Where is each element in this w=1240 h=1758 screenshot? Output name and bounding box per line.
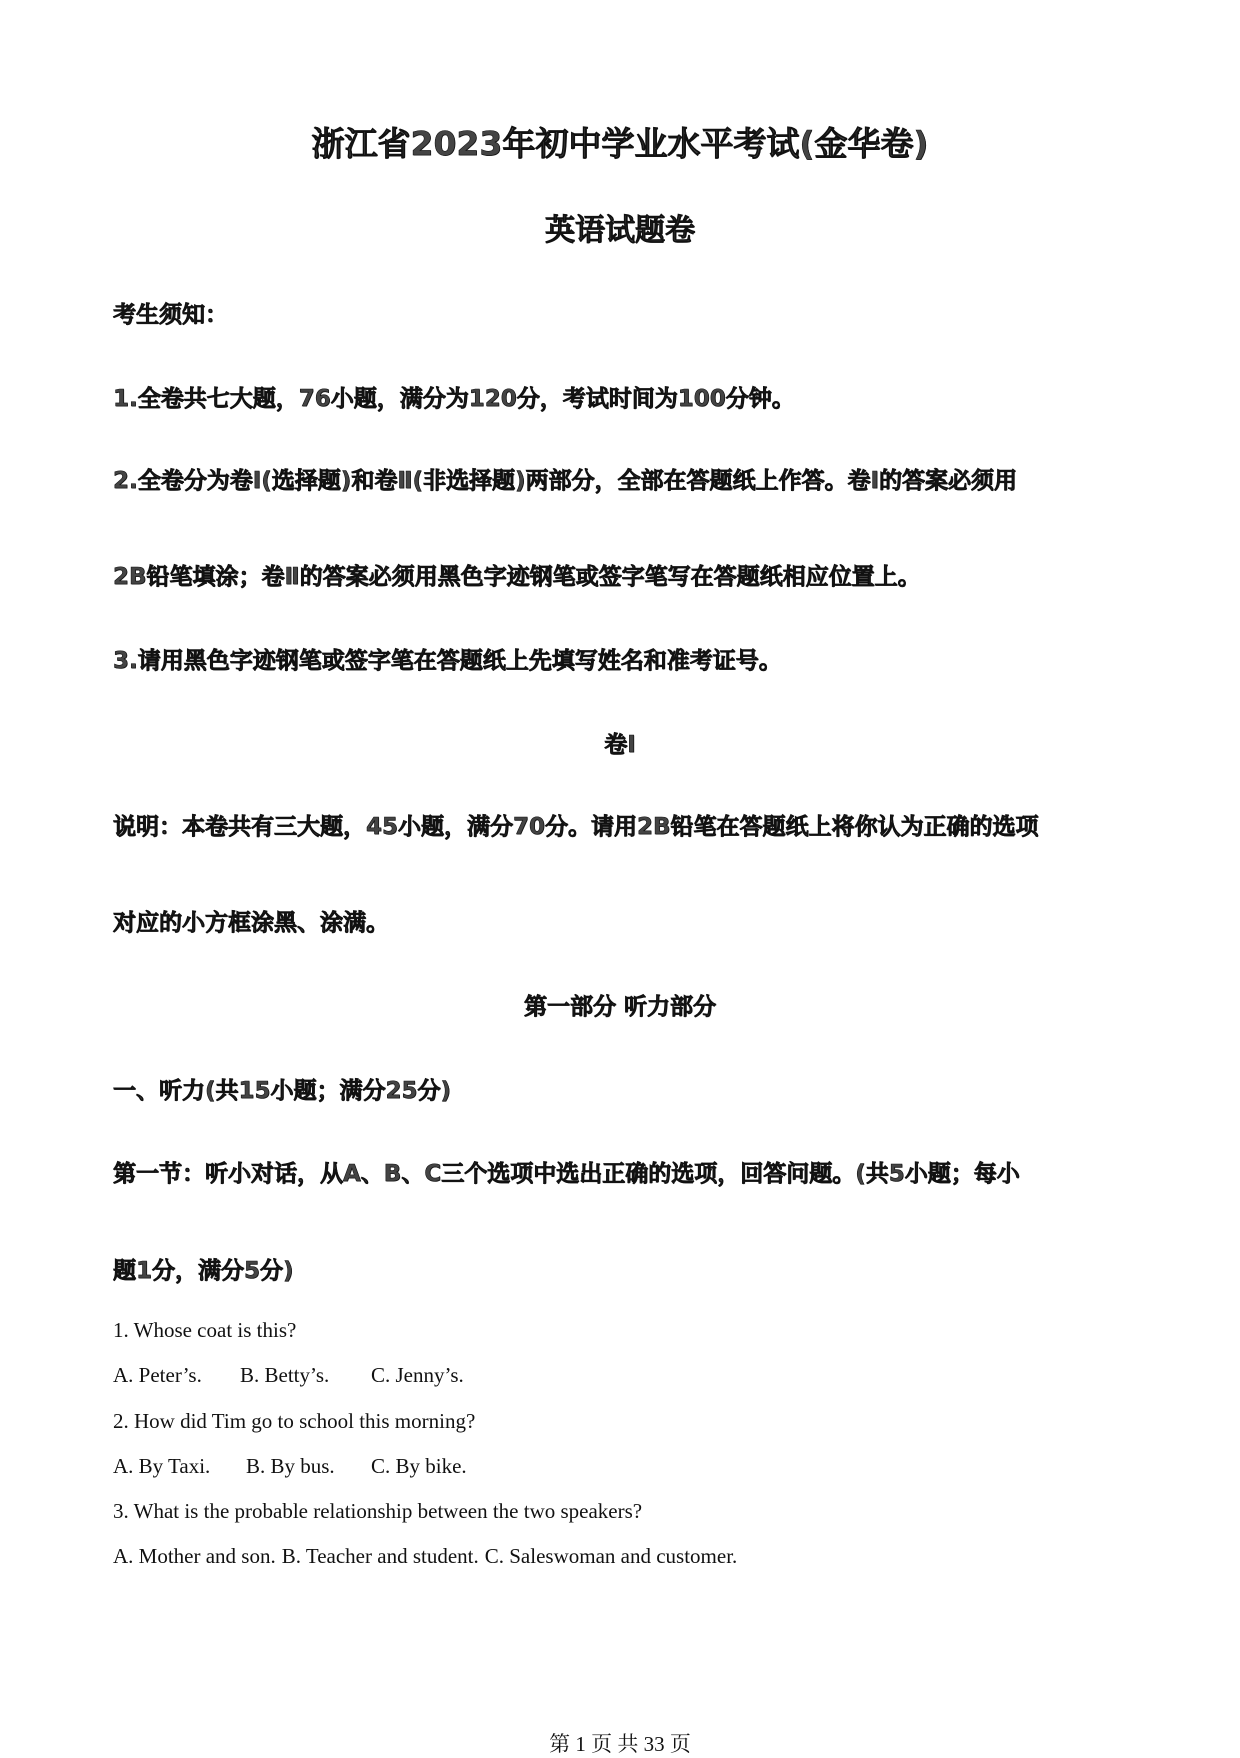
notice-item-1: 1.全卷共七大题，76小题，满分为120分，考试时间为100分钟。 [113, 386, 795, 412]
question-3-option-b: B. Teacher and student. [281, 1544, 479, 1568]
question-3-option-a: A. Mother and son. [113, 1544, 276, 1568]
part-title: 第一部分 听力部分 [523, 994, 716, 1020]
notice-heading: 考生须知： [113, 302, 228, 328]
question-2-option-c: C. By bike. [371, 1454, 467, 1478]
question-1-options [113, 1363, 464, 1388]
question-1-option-a: A. Peter’s. [113, 1363, 202, 1387]
question-1-option-c: C. Jenny’s. [371, 1363, 464, 1387]
page-subtitle: 英语试题卷 [545, 213, 695, 248]
question-3-stem: 3. What is the probable relationship between the two speakers? [113, 1499, 643, 1523]
question-3-options [113, 1544, 737, 1569]
notice-item-3: 3.请用黑色字迹钢笔或签字笔在答题纸上先填写姓名和准考证号。 [113, 648, 782, 674]
question-2-option-a: A. By Taxi. [113, 1454, 211, 1478]
notice-item-2: 2.全卷分为卷Ⅰ(选择题)和卷Ⅱ(非选择题)两部分，全部在答题纸上作答。卷Ⅰ的答案必须用 [113, 468, 1018, 494]
subsection-instructions-line-1: 第一节：听小对话，从A、B、C三个选项中选出正确的选项，回答问题。(共5小题；每小 [113, 1161, 1020, 1187]
notice-item-2-cont: 2B铅笔填涂；卷Ⅱ的答案必须用黑色字迹钢笔或签字笔写在答题纸相应位置上。 [113, 564, 921, 590]
question-3-option-c: C. Saleswoman and customer. [484, 1544, 738, 1568]
subsection-instructions-line-2: 题1分，满分5分) [113, 1258, 294, 1284]
question-2-options [113, 1454, 467, 1479]
volume-instructions-line-1: 说明：本卷共有三大题，45小题，满分70分。请用2B铅笔在答题纸上将你认为正确的选项 [113, 814, 1039, 840]
page-title: 浙江省2023年初中学业水平考试(金华卷) [311, 124, 929, 163]
question-1-option-b: B. Betty’s. [240, 1363, 330, 1387]
section-title: 一、听力(共15小题；满分25分) [113, 1078, 452, 1104]
volume-label: 卷Ⅰ [604, 732, 636, 758]
question-1-stem: 1. Whose coat is this? [113, 1318, 297, 1342]
volume-instructions-line-2: 对应的小方框涂黑、涂满。 [113, 910, 389, 936]
question-2-option-b: B. By bus. [246, 1454, 335, 1478]
question-2-stem: 2. How did Tim go to school this morning? [113, 1409, 476, 1433]
page-footer: 第 1 页 共 33 页 [549, 1732, 691, 1756]
